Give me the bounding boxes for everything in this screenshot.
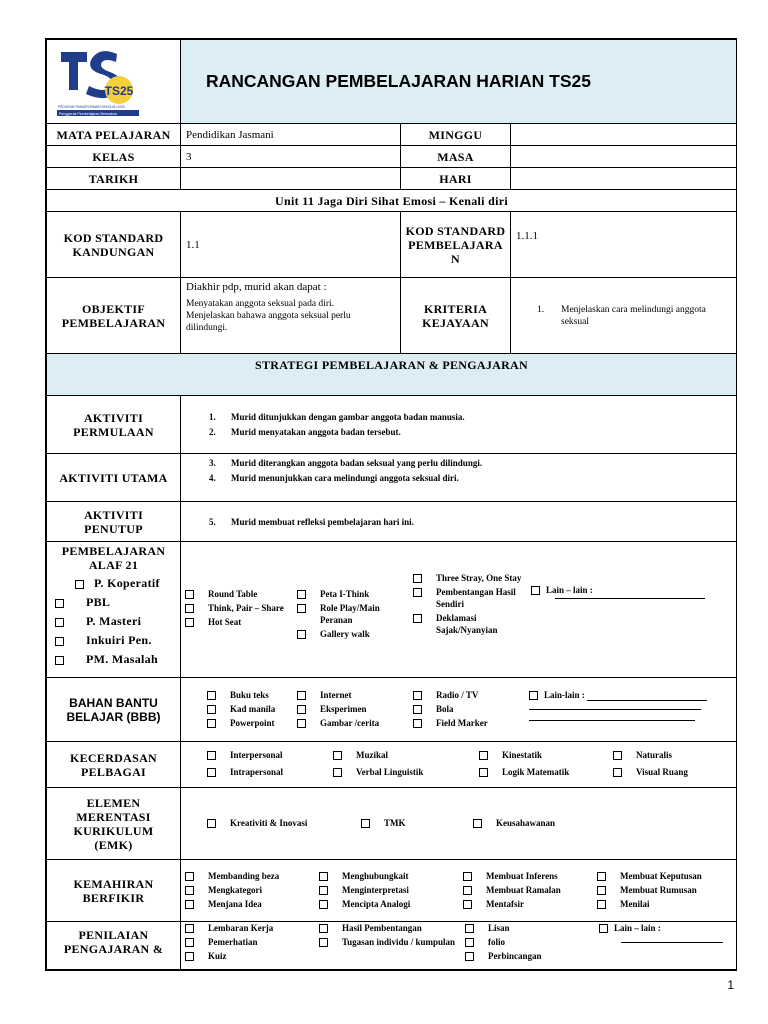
criteria-label: KRITERIA KEJAYAAN bbox=[401, 278, 511, 354]
bbb-option-a-1-label: Buku teks bbox=[230, 689, 269, 700]
kemahiran-option-c-1-label: Membuat Inferens bbox=[486, 870, 558, 881]
checkbox-icon[interactable] bbox=[185, 938, 194, 947]
alaf21-type-3[interactable] bbox=[55, 614, 180, 629]
bbb-option-c-2-label: Bola bbox=[436, 703, 454, 714]
alaf21-type-label: P. Masteri bbox=[86, 614, 142, 628]
checkbox-icon[interactable] bbox=[463, 900, 472, 909]
checkbox-icon[interactable] bbox=[55, 637, 64, 646]
kecerdasan-option-3[interactable] bbox=[479, 749, 613, 761]
checkbox-icon[interactable] bbox=[319, 900, 328, 909]
alaf21-types bbox=[47, 576, 180, 667]
checkbox-icon[interactable] bbox=[297, 705, 306, 714]
alaf21-option-c-1-label: Three Stray, One Stay bbox=[436, 572, 522, 583]
alaf21-option-a-3[interactable] bbox=[185, 616, 297, 628]
penilaian-other-line bbox=[621, 942, 723, 943]
checkbox-icon[interactable] bbox=[207, 691, 216, 700]
objective-label: OBJEKTIF PEMBELAJARAN bbox=[47, 278, 181, 354]
kecerdasan-option-6-label: Verbal Linguistik bbox=[356, 767, 424, 777]
kecerdasan-option-2[interactable] bbox=[333, 749, 479, 761]
checkbox-icon[interactable] bbox=[297, 604, 306, 613]
kecerdasan-option-3-label: Kinestatik bbox=[502, 750, 543, 760]
checkbox-icon[interactable] bbox=[319, 886, 328, 895]
kemahiran-option-b-1-label: Menghubungkait bbox=[342, 870, 409, 881]
alaf21-option-b-2-label: Role Play/Main Peranan bbox=[320, 602, 380, 625]
kemahiran-option-a-2-label: Mengkategori bbox=[208, 884, 262, 895]
bbb-option-c-2[interactable] bbox=[413, 703, 529, 715]
checkbox-icon[interactable] bbox=[413, 574, 422, 583]
alaf21-option-c-2[interactable] bbox=[413, 586, 531, 610]
checkbox-icon[interactable] bbox=[185, 618, 194, 627]
alaf21-option-b-1[interactable] bbox=[297, 588, 413, 600]
week-label: MINGGU bbox=[401, 124, 511, 146]
alaf21-type-1[interactable] bbox=[75, 576, 180, 591]
penilaian-col-3 bbox=[465, 922, 599, 964]
kecerdasan-option-4[interactable] bbox=[613, 749, 723, 761]
alaf21-option-c-3-label: Deklamasi Sajak/Nyanyian bbox=[436, 612, 498, 635]
activity-item bbox=[209, 472, 736, 484]
kemahiran-col-3 bbox=[463, 870, 597, 912]
alaf21-option-b-2[interactable] bbox=[297, 602, 413, 626]
checkbox-icon[interactable] bbox=[185, 952, 194, 961]
checkbox-icon[interactable] bbox=[463, 886, 472, 895]
activity-number: 1. bbox=[209, 412, 216, 422]
kemahiran-option-d-3[interactable] bbox=[597, 898, 727, 910]
kemahiran-option-c-1[interactable] bbox=[463, 870, 597, 882]
kemahiran-option-c-2-label: Membuat Ramalan bbox=[486, 884, 561, 895]
penilaian-option-a-2-label: Pemerhatian bbox=[208, 937, 258, 947]
alaf21-col-2 bbox=[297, 588, 413, 642]
emk-option-1[interactable] bbox=[207, 817, 361, 829]
bbb-option-c-3[interactable] bbox=[413, 717, 529, 729]
alaf21-type-label: PM. Masalah bbox=[86, 652, 158, 666]
main-activity-list bbox=[209, 457, 736, 484]
checkbox-icon[interactable] bbox=[599, 924, 608, 933]
strategy-title: STRATEGI PEMBELAJARAN & PENGAJARAN bbox=[47, 354, 737, 396]
alaf21-label: PEMBELAJARAN ALAF 21 bbox=[61, 544, 166, 572]
learning-standard-label: KOD STANDARD PEMBELAJARA N bbox=[401, 212, 511, 278]
start-activity-label: AKTIVITI PERMULAAN bbox=[47, 396, 181, 454]
activity-text: Murid diterangkan anggota badan seksual yang perlu dilindungi. bbox=[231, 458, 483, 468]
activity-text: Murid ditunjukkan dengan gambar anggota badan manusia. bbox=[231, 412, 465, 422]
close-activity-label: AKTIVITI PENUTUP bbox=[47, 502, 181, 542]
checkbox-icon[interactable] bbox=[413, 588, 422, 597]
kemahiran-option-a-3-label: Menjana Idea bbox=[208, 898, 262, 909]
bbb-other-line-1 bbox=[587, 700, 707, 701]
emk-options bbox=[181, 788, 737, 860]
checkbox-icon[interactable] bbox=[207, 719, 216, 728]
emk-option-3[interactable] bbox=[473, 817, 633, 829]
page-number: 1 bbox=[727, 978, 734, 992]
checkbox-icon[interactable] bbox=[185, 872, 194, 881]
svg-text:Penggerak Pembelajaran Bermakn: Penggerak Pembelajaran Bermakna bbox=[59, 112, 117, 116]
kemahiran-option-b-2[interactable] bbox=[319, 884, 463, 896]
checkbox-icon[interactable] bbox=[185, 886, 194, 895]
kemahiran-option-b-2-label: Menginterpretasi bbox=[342, 884, 409, 895]
kecerdasan-option-7[interactable] bbox=[479, 766, 613, 778]
ts25-logo-icon bbox=[47, 40, 177, 118]
lesson-plan-form bbox=[45, 38, 737, 971]
day-value[interactable] bbox=[511, 168, 737, 190]
kecerdasan-option-6[interactable] bbox=[333, 766, 479, 778]
checkbox-icon[interactable] bbox=[597, 900, 606, 909]
emk-option-2-label: TMK bbox=[384, 817, 406, 828]
bbb-option-a-3-label: Powerpoint bbox=[230, 717, 275, 728]
kemahiran-option-b-3-label: Mencipta Analogi bbox=[342, 898, 411, 909]
checkbox-icon[interactable] bbox=[613, 768, 622, 777]
activity-item bbox=[209, 426, 736, 438]
emk-label: ELEMEN MERENTASI KURIKULUM (EMK) bbox=[47, 788, 181, 860]
kemahiran-option-d-2[interactable] bbox=[597, 884, 727, 896]
start-activity-cell[interactable] bbox=[181, 396, 737, 454]
checkbox-icon[interactable] bbox=[333, 768, 342, 777]
start-activity-list bbox=[209, 411, 736, 438]
kemahiran-option-d-2-label: Membuat Rumusan bbox=[620, 884, 697, 895]
checkbox-icon[interactable] bbox=[207, 768, 216, 777]
bbb-option-a-2-label: Kad manila bbox=[230, 703, 276, 714]
criteria-text: Menjelaskan cara melindungi anggota seksual bbox=[561, 304, 706, 327]
date-value[interactable] bbox=[181, 168, 401, 190]
checkbox-icon[interactable] bbox=[531, 586, 540, 595]
kemahiran-option-d-3-label: Menilai bbox=[620, 898, 650, 909]
bbb-option-a-3[interactable] bbox=[207, 717, 297, 729]
alaf21-type-label: P. Koperatif bbox=[94, 576, 160, 590]
bbb-option-c-1[interactable] bbox=[413, 689, 529, 701]
kecerdasan-option-2-label: Muzikal bbox=[356, 750, 389, 760]
checkbox-icon[interactable] bbox=[297, 590, 306, 599]
alaf21-other[interactable] bbox=[531, 584, 739, 642]
bbb-option-a-2[interactable] bbox=[207, 703, 297, 715]
time-label: MASA bbox=[401, 146, 511, 168]
kecerdasan-option-1[interactable] bbox=[207, 749, 333, 761]
kemahiran-option-c-3-label: Mentafsir bbox=[486, 898, 524, 909]
alaf21-option-b-1-label: Peta I-Think bbox=[320, 588, 370, 599]
penilaian-option-b-1-label: Hasil Pembentangan bbox=[342, 923, 422, 933]
kemahiran-option-b-3[interactable] bbox=[319, 898, 463, 910]
alaf21-col-3 bbox=[413, 572, 531, 642]
activity-number: 3. bbox=[209, 458, 216, 468]
kecerdasan-option-4-label: Naturalis bbox=[636, 750, 672, 760]
form-title-cell bbox=[181, 40, 737, 124]
activity-item bbox=[209, 457, 736, 469]
activity-item bbox=[209, 516, 736, 528]
checkbox-icon[interactable] bbox=[185, 924, 194, 933]
checkbox-icon[interactable] bbox=[297, 691, 306, 700]
checkbox-icon[interactable] bbox=[413, 705, 422, 714]
penilaian-col-2 bbox=[319, 922, 465, 964]
alaf21-option-a-2[interactable] bbox=[185, 602, 297, 614]
penilaian-other-label: Lain – lain : bbox=[614, 923, 661, 933]
bbb-option-b-2-label: Eksperimen bbox=[320, 703, 367, 714]
subject-label: MATA PELAJARAN bbox=[47, 124, 181, 146]
alaf21-option-b-3[interactable] bbox=[297, 628, 413, 640]
checkbox-icon[interactable] bbox=[479, 768, 488, 777]
objective-line-2: Menjelaskan bahawa anggota seksual perlu dilindungi. bbox=[186, 311, 351, 333]
penilaian-option-b-1[interactable] bbox=[319, 922, 465, 934]
bbb-col-3 bbox=[413, 689, 529, 731]
alaf21-option-c-1[interactable] bbox=[413, 572, 531, 584]
bbb-option-b-3[interactable] bbox=[297, 717, 413, 729]
penilaian-label: PENILAIAN PENGAJARAN & bbox=[47, 922, 181, 970]
checkbox-icon[interactable] bbox=[185, 590, 194, 599]
alaf21-option-a-3-label: Hot Seat bbox=[208, 616, 242, 627]
objective-intro: Diakhir pdp, murid akan dapat : bbox=[186, 281, 327, 293]
activity-text: Murid membuat refleksi pembelajaran hari ini. bbox=[231, 516, 414, 527]
penilaian-option-b-2[interactable] bbox=[319, 936, 465, 948]
kemahiran-option-a-1[interactable] bbox=[185, 870, 319, 882]
penilaian-option-c-3-label: Perbincangan bbox=[488, 951, 542, 961]
penilaian-options bbox=[181, 922, 737, 970]
kecerdasan-options bbox=[181, 742, 737, 788]
alaf21-type-5[interactable] bbox=[55, 652, 180, 667]
alaf21-option-c-3[interactable] bbox=[413, 612, 531, 636]
kecerdasan-option-5-label: Intrapersonal bbox=[230, 767, 284, 777]
checkbox-icon[interactable] bbox=[613, 751, 622, 760]
day-label: HARI bbox=[401, 168, 511, 190]
penilaian-option-a-3-label: Kuiz bbox=[208, 951, 227, 961]
kemahiran-option-c-3[interactable] bbox=[463, 898, 597, 910]
main-activity-label: AKTIVITI UTAMA bbox=[47, 454, 181, 502]
kemahiran-option-d-1-label: Membuat Keputusan bbox=[620, 870, 702, 881]
activity-number: 2. bbox=[209, 427, 216, 437]
checkbox-icon[interactable] bbox=[207, 705, 216, 714]
bbb-option-b-2[interactable] bbox=[297, 703, 413, 715]
checkbox-icon[interactable] bbox=[473, 819, 482, 828]
checkbox-icon[interactable] bbox=[207, 751, 216, 760]
checkbox-icon[interactable] bbox=[297, 719, 306, 728]
penilaian-option-a-2[interactable] bbox=[185, 936, 319, 948]
kemahiran-col-2 bbox=[319, 870, 463, 912]
kemahiran-options bbox=[181, 860, 737, 922]
checkbox-icon[interactable] bbox=[413, 691, 422, 700]
emk-option-1-label: Kreativiti & Inovasi bbox=[230, 817, 308, 828]
checkbox-icon[interactable] bbox=[55, 599, 64, 608]
penilaian-option-c-2[interactable] bbox=[465, 936, 599, 948]
checkbox-icon[interactable] bbox=[597, 872, 606, 881]
penilaian-option-c-1-label: Lisan bbox=[488, 923, 510, 933]
kecerdasan-option-5[interactable] bbox=[207, 766, 333, 778]
penilaian-option-a-3[interactable] bbox=[185, 950, 319, 962]
alaf21-options bbox=[181, 542, 737, 678]
close-activity-list bbox=[209, 516, 736, 528]
activity-text: Murid menyatakan anggota badan tersebut. bbox=[231, 427, 401, 437]
bbb-col-2 bbox=[297, 689, 413, 731]
emk-option-3-label: Keusahawanan bbox=[496, 817, 556, 828]
bbb-option-a-1[interactable] bbox=[207, 689, 297, 701]
penilaian-option-c-1[interactable] bbox=[465, 922, 599, 934]
penilaian-option-c-3[interactable] bbox=[465, 950, 599, 962]
kemahiran-option-a-3[interactable] bbox=[185, 898, 319, 910]
kecerdasan-option-1-label: Interpersonal bbox=[230, 750, 283, 760]
penilaian-col-1 bbox=[185, 922, 319, 964]
svg-text:PROGRAM TRANSFORMASI SEKOLAH 2: PROGRAM TRANSFORMASI SEKOLAH 2025 bbox=[58, 105, 125, 109]
checkbox-icon[interactable] bbox=[185, 900, 194, 909]
checkbox-icon[interactable] bbox=[465, 952, 474, 961]
week-value[interactable] bbox=[511, 124, 737, 146]
alaf21-type-2[interactable] bbox=[55, 595, 180, 610]
alaf21-cell bbox=[47, 542, 181, 678]
penilaian-option-a-1-label: Lembaran Kerja bbox=[208, 923, 274, 933]
kecerdasan-label: KECERDASAN PELBAGAI bbox=[47, 742, 181, 788]
activity-number: 5. bbox=[209, 516, 216, 527]
checkbox-icon[interactable] bbox=[463, 872, 472, 881]
form-title: RANCANGAN PEMBELAJARAN HARIAN TS25 bbox=[205, 71, 592, 91]
kemahiran-option-d-1[interactable] bbox=[597, 870, 727, 882]
bbb-option-b-3-label: Gambar /cerita bbox=[320, 717, 380, 728]
kemahiran-option-c-2[interactable] bbox=[463, 884, 597, 896]
alaf21-col-1 bbox=[185, 588, 297, 642]
checkbox-icon[interactable] bbox=[479, 751, 488, 760]
kemahiran-option-a-1-label: Membanding beza bbox=[208, 870, 280, 881]
bbb-col-1 bbox=[207, 689, 297, 731]
alaf21-type-4[interactable] bbox=[55, 633, 180, 648]
checkbox-icon[interactable] bbox=[319, 938, 328, 947]
bbb-option-b-1-label: Internet bbox=[320, 689, 352, 700]
kecerdasan-option-7-label: Logik Matematik bbox=[502, 767, 570, 777]
checkbox-icon[interactable] bbox=[75, 580, 84, 589]
learning-standard-value[interactable]: 1.1.1 bbox=[511, 212, 737, 278]
kecerdasan-option-8[interactable] bbox=[613, 766, 723, 778]
alaf21-option-a-1-label: Round Table bbox=[208, 588, 258, 599]
kemahiran-col-1 bbox=[185, 870, 319, 912]
bbb-options bbox=[181, 678, 737, 742]
bbb-other-line-3 bbox=[529, 720, 695, 721]
checkbox-icon[interactable] bbox=[413, 614, 422, 623]
kemahiran-label: KEMAHIRAN BERFIKIR bbox=[47, 860, 181, 922]
checkbox-icon[interactable] bbox=[529, 691, 538, 700]
activity-number: 4. bbox=[209, 473, 216, 483]
checkbox-icon[interactable] bbox=[319, 924, 328, 933]
close-activity-cell[interactable] bbox=[181, 502, 737, 542]
checkbox-icon[interactable] bbox=[55, 656, 64, 665]
bbb-other-label: Lain-lain : bbox=[544, 689, 585, 700]
form-table bbox=[46, 39, 737, 970]
bbb-label: BAHAN BANTU BELAJAR (BBB) bbox=[47, 678, 181, 742]
checkbox-icon[interactable] bbox=[207, 819, 216, 828]
checkbox-icon[interactable] bbox=[413, 719, 422, 728]
alaf21-option-a-1[interactable] bbox=[185, 588, 297, 600]
main-activity-cell[interactable] bbox=[181, 454, 737, 502]
checkbox-icon[interactable] bbox=[465, 938, 474, 947]
checkbox-icon[interactable] bbox=[465, 924, 474, 933]
alaf21-type-label: PBL bbox=[86, 595, 111, 609]
criteria-cell[interactable] bbox=[511, 278, 737, 354]
alaf21-option-a-2-label: Think, Pair – Share bbox=[208, 602, 284, 613]
class-value[interactable]: 3 bbox=[181, 146, 401, 168]
checkbox-icon[interactable] bbox=[361, 819, 370, 828]
logo-cell bbox=[47, 40, 181, 124]
penilaian-option-a-1[interactable] bbox=[185, 922, 319, 934]
penilaian-option-c-2-label: folio bbox=[488, 937, 505, 947]
kemahiran-col-4 bbox=[597, 870, 727, 912]
bbb-option-c-1-label: Radio / TV bbox=[436, 689, 479, 700]
objective-line-1: Menyatakan anggota seksual pada diri. bbox=[186, 299, 334, 309]
content-standard-value[interactable]: 1.1 bbox=[181, 212, 401, 278]
bbb-option-c-3-label: Field Marker bbox=[436, 717, 488, 728]
checkbox-icon[interactable] bbox=[597, 886, 606, 895]
unit-title: Unit 11 Jaga Diri Sihat Emosi – Kenali diri bbox=[47, 190, 737, 212]
emk-option-2[interactable] bbox=[361, 817, 473, 829]
checkbox-icon[interactable] bbox=[55, 618, 64, 627]
alaf21-option-b-3-label: Gallery walk bbox=[320, 628, 370, 639]
alaf21-other-label: Lain – lain : bbox=[546, 584, 593, 595]
kemahiran-option-a-2[interactable] bbox=[185, 884, 319, 896]
content-standard-label: KOD STANDARD KANDUNGAN bbox=[47, 212, 181, 278]
date-label: TARIKH bbox=[47, 168, 181, 190]
checkbox-icon[interactable] bbox=[297, 630, 306, 639]
alaf21-other-line bbox=[555, 598, 705, 599]
penilaian-option-b-2-label: Tugasan individu / kumpulan bbox=[342, 937, 455, 947]
checkbox-icon[interactable] bbox=[319, 872, 328, 881]
activity-item bbox=[209, 411, 736, 423]
class-label: KELAS bbox=[47, 146, 181, 168]
kecerdasan-option-8-label: Visual Ruang bbox=[636, 767, 688, 777]
time-value[interactable] bbox=[511, 146, 737, 168]
objective-cell[interactable] bbox=[181, 278, 401, 354]
checkbox-icon[interactable] bbox=[333, 751, 342, 760]
criteria-number: 1. bbox=[537, 304, 545, 315]
alaf21-option-c-2-label: Pembentangan Hasil Sendiri bbox=[436, 586, 516, 609]
activity-text: Murid menunjukkan cara melindungi anggota seksual diri. bbox=[231, 473, 459, 483]
alaf21-type-label: Inkuiri Pen. bbox=[86, 633, 152, 647]
kemahiran-option-b-1[interactable] bbox=[319, 870, 463, 882]
svg-text:TS25: TS25 bbox=[104, 84, 134, 98]
subject-value[interactable]: Pendidikan Jasmani bbox=[181, 124, 401, 146]
bbb-option-b-1[interactable] bbox=[297, 689, 413, 701]
bbb-other[interactable] bbox=[529, 689, 759, 731]
penilaian-other[interactable] bbox=[599, 922, 729, 964]
checkbox-icon[interactable] bbox=[185, 604, 194, 613]
bbb-other-line-2 bbox=[529, 709, 701, 710]
